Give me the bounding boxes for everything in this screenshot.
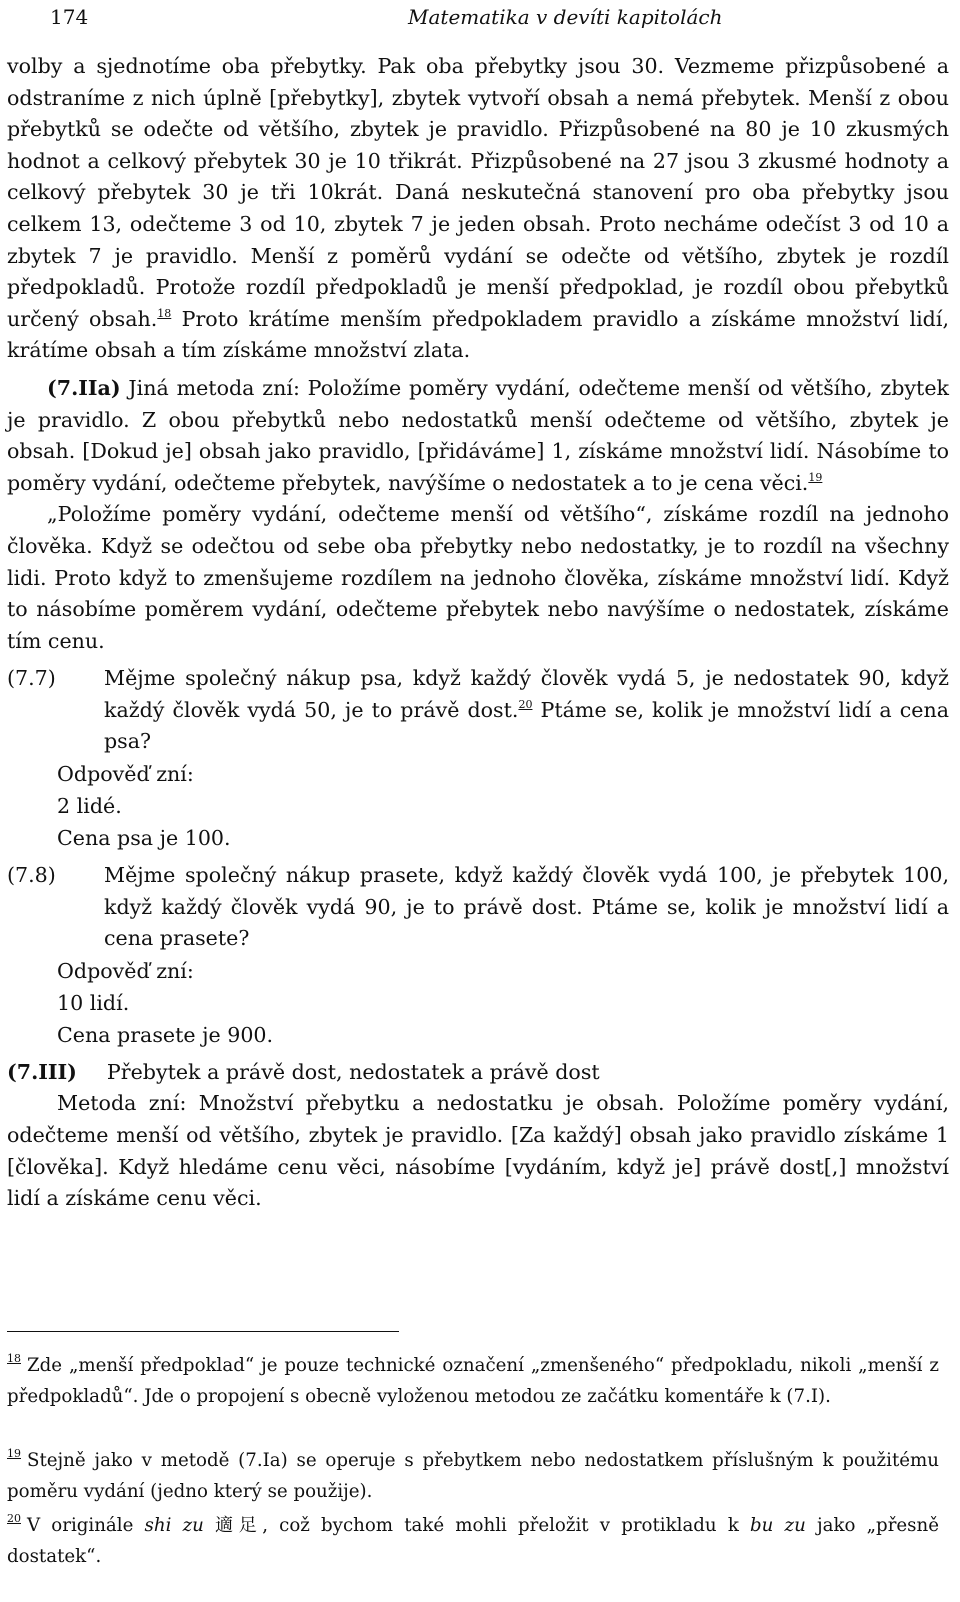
main-text — [7, 51, 949, 1215]
paragraph-1: volby a sjednotíme oba přebytky. Pak oba přebytky jsou 30. Vezmeme přizpůsobené a odstraníme z nich úplně [přebytky], zbytek vytvoří obsah a nemá přebytek. Menší z obou přebytků se odečte od většího, zbytek je pravidlo. Přizpůsobené na 80 je 10 zkusmých hodnot a celkový přebytek 30 je 10 třikrát. Přizpůsobené na 27 jsou 3 zkusmé hodnoty a celkový přebytek 30 je tři 10krát. Daná neskutečná stanovení pro oba přebytky jsou celkem 13, odečteme 3 od 10, zbytek 7 je jeden obsah. Proto necháme odečíst 3 od 10 a zbytek 7 je pravidlo. Menší z poměrů vydání se odečte od většího, zbytek je rozdíl předpokladů. Protože rozdíl předpokladů je menší předpoklad, je rozdíl obou přebytků určený obsah.$^{18}$ Proto krátíme menším předpokladem pravidlo a získáme množství lidí, krátíme obsah a tím získáme množství zlata. — [7, 54, 949, 363]
answer-intro: Odpověď zní: — [57, 762, 194, 787]
running-title: Matematika v devíti kapitolách — [408, 5, 723, 29]
page-number: 174 — [50, 5, 89, 29]
chinese-term: 適足 — [215, 1515, 263, 1536]
section-label: (7.IIa) — [47, 375, 121, 400]
answer-block — [57, 758, 949, 854]
example-7-7 — [7, 663, 949, 854]
example-text: Mějme společný nákup psa, když každý člověk vydá 5, je nedostatek 90, když každý člověk vydá 50, je to právě dost.$^{20}$ Ptáme se, kolik je množství lidí a cena psa? — [104, 666, 949, 754]
footnote-mark: 19 — [7, 1447, 21, 1460]
answer-line: Cena prasete je 900. — [57, 1022, 274, 1047]
footnote-mark: 20 — [7, 1512, 21, 1525]
section-label: (7.III) — [7, 1059, 77, 1084]
footnote-ref-19[interactable]: 19 — [808, 470, 823, 484]
footnote-mark: 18 — [7, 1352, 21, 1365]
answer-intro: Odpověď zní: — [57, 958, 194, 983]
footnote-20: $^{20}$ V originále shi zu 適足, což bychom také mohli přeložit v protikladu k bu zu jako „přesně dostatek“. — [7, 1512, 939, 1567]
section-7-III — [7, 1057, 949, 1215]
example-7-8 — [7, 860, 949, 1051]
footnote-rule — [7, 1331, 399, 1332]
answer-line: 2 lidé. — [57, 794, 122, 819]
section-text: Metoda zní: Množství přebytku a nedostatku je obsah. Položíme poměry vydání, odečteme menší od většího, zbytek je pravidlo. [Za každý] obsah jako pravidlo získáme 1 [člověka]. Když hledáme cenu věci, násobíme [vydáním, když je] právě dost[,] množství lidí a získáme cenu věci. — [7, 1091, 949, 1211]
section-heading: (7.III) Přebytek a právě dost, nedostatek a právě dost — [7, 1059, 600, 1084]
footnote-18: $^{18}$ Zde „menší předpoklad“ je pouze technické označení „zmenšeného“ předpokladu, nikoli „menší z předpokladů“. Jde o propojení s obecně vyloženou metodou ze začátku komentáře k (7.I). — [7, 1352, 939, 1407]
example-number: (7.8) — [7, 863, 56, 888]
section-7-IIa: (7.IIa) Jiná metoda zní: Položíme poměry vydání, odečteme menší od většího, zbytek je pravidlo. Z obou přebytků nebo nedostatků menší odečteme od většího, zbytek je obsah. [Dokud je] obsah jako pravidlo, [přidáváme] 1, získáme množství lidí. Násobíme to poměry vydání, odečteme přebytek, navýšíme o nedostatek a to je cena věci.$^{19}$ — [7, 375, 949, 495]
answer-block — [57, 955, 949, 1051]
example-number: (7.7) — [7, 666, 56, 691]
footnote-ref-20[interactable]: 20 — [518, 697, 533, 711]
answer-line: Cena psa je 100. — [57, 826, 231, 851]
example-text: Mějme společný nákup prasete, když každý člověk vydá 100, je přebytek 100, když každý člověk vydá 90, je to právě dost. Ptáme se, kolik je množství lidí a cena prasete? — [104, 863, 949, 951]
answer-line: 10 lidí. — [57, 990, 130, 1015]
footnote-ref-18[interactable]: 18 — [157, 306, 172, 320]
footnote-19: $^{19}$ Stejně jako v metodě (7.Ia) se operuje s přebytkem nebo nedostatkem příslušným k použitému poměru vydání (jedno který se použije). — [7, 1447, 939, 1502]
commentary-paragraph: „Položíme poměry vydání, odečteme menší od většího“, získáme rozdíl na jednoho člověka. Když se odečtou od sebe oba přebytky nebo nedostatky, je to rozdíl na všechny lidi. Proto když to zmenšujeme rozdílem na jednoho člověka, získáme množství lidí. Když to násobíme poměrem vydání, odečteme přebytek nebo navýšíme o nedostatek, získáme tím cenu. — [7, 502, 949, 653]
